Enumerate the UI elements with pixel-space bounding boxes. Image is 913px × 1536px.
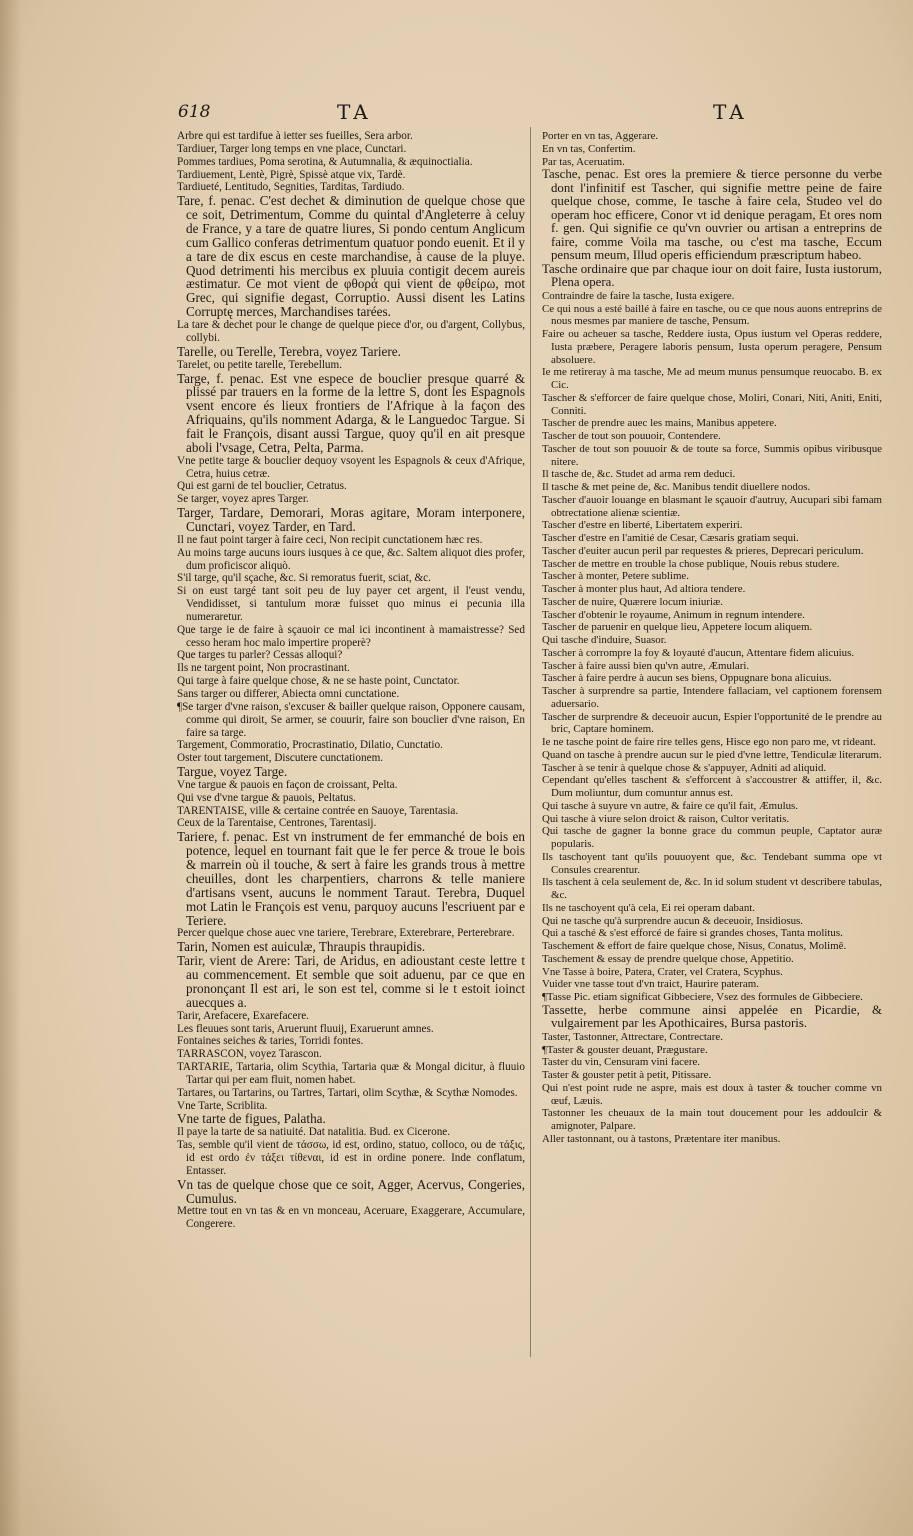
dictionary-entry: Tascher à faire aussi bien qu'vn autre, Æmulari. — [542, 659, 750, 672]
dictionary-entry: Tascher & s'efforcer de faire quelque chose, Moliri, Conari, Niti, Aniti, Eniti, Conniti. — [542, 391, 882, 417]
dictionary-entry: Tascher de surprendre & deceuoir aucun, Espier l'opportunité de le prendre au bric, Captare hominem. — [542, 710, 882, 736]
dictionary-entry: Si on eust targé tant soit peu de luy payer cet argent, il l'eust vendu, Vendidisset, si tantulum moræ fuisset quo minus ei pecunia illa numeraretur. — [177, 585, 525, 623]
dictionary-entry: Tarelet, ou petite tarelle, Terebellum. — [177, 358, 343, 371]
dictionary-entry: ¶Se targer d'vne raison, s'excuser & bailler quelque raison, Opponere causam, comme qui diroit, Se armer, se couurir, faire son bouclier d'vne raison, En faire sa targe. — [177, 700, 525, 739]
dictionary-entry: Targe, f. penac. Est vne espece de bouclier presque quarré & plissé par trauers en la forme de la lettre S, dont les Espagnols vsent encore és lieux frontiers de l'Afrique à la façon des Afriquains, qu'ils nomment Adarga, & le Languedoc Targue. Si fait le François, disant aussi Targue, quoy qu'il en ait presque aboli l'vsage, Cetra, Pelta, Parma. — [177, 370, 525, 455]
dictionary-entry: Porter en vn tas, Aggerare. — [542, 130, 659, 142]
dictionary-entry: Tarin, Nomen est auiculæ, Thraupis thraupidis. — [177, 939, 426, 955]
dictionary-entry: Tascher d'euiter aucun peril par requestes & prieres, Deprecari periculum. — [542, 544, 864, 557]
dictionary-entry: Tasche ordinaire que par chaque iour on doit faire, Iusta iustorum, Plena opera. — [542, 261, 882, 290]
dictionary-entry: Tascher d'estre en l'amitié de Cesar, Cæsaris gratiam sequi. — [542, 532, 799, 544]
dictionary-entry: Vne tarte de figues, Palatha. — [177, 1111, 326, 1127]
left-column — [177, 130, 525, 1231]
dictionary-entry: Tastonner les cheuaux de la main tout doucement pour les addoulcir & amignoter, Palpare. — [542, 1107, 882, 1132]
column-divider — [530, 127, 531, 1357]
dictionary-entry: Il tasche & met peine de, &c. Manibus tendit diuellere nodos. — [542, 481, 811, 493]
dictionary-entry: Targement, Commoratio, Procrastinatio, Dilatio, Cunctatio. — [177, 739, 443, 752]
dictionary-entry: Il tasche de, &c. Studet ad arma rem deduci. — [542, 468, 736, 481]
dictionary-entry: La tare & dechet pour le change de quelque piece d'or, ou d'argent, Collybus, collybi. — [177, 319, 525, 344]
dictionary-entry: Ils ne targent point, Non procrastinant. — [177, 662, 350, 675]
dictionary-entry: Se targer, voyez apres Targer. — [177, 493, 309, 506]
dictionary-entry: Targue, voyez Targe. — [177, 764, 288, 780]
dictionary-entry: ¶Taster & gouster deuant, Prægustare. — [542, 1043, 708, 1056]
dictionary-entry: Il ne faut point targer à faire ceci, Non recipit cunctationem hæc res. — [177, 533, 483, 546]
dictionary-entry: Que targe ie de faire à sçauoir ce mal ici incontinent à mamaistresse? Sed cesso heram hoc malo impertire properè? — [177, 623, 525, 649]
dictionary-entry: Taster & gouster petit à petit, Pitissare. — [542, 1069, 712, 1081]
dictionary-entry: Vuider vne tasse tout d'vn traict, Haurire pateram. — [542, 978, 759, 991]
right-column — [542, 130, 882, 1146]
dictionary-entry: Tardiuement, Lentè, Pigrè, Spissè atque vix, Tardè. — [177, 168, 406, 181]
dictionary-entry: Tascher à monter plus haut, Ad altiora tendere. — [542, 583, 746, 595]
dictionary-entry: Aller tastonnant, ou à tastons, Prætentare iter manibus. — [542, 1132, 781, 1145]
dictionary-entry: Qui tasche d'induire, Suasor. — [542, 634, 667, 646]
dictionary-entry: Tariere, f. penac. Est vn instrument de fer emmanché de bois en potence, lequel en tournant fait que le fer perce & troue le bois & marrein où il touche, & sert à faire les grands trous à mettre cheuilles, dont les charpentiers, charrons & telle maniere d'artisans vsent, aucuns le nomment Taraut. Terebra, Duquel mot Latin le François est venu, parquoy aucuns l'escriuent par e Teriere. — [177, 829, 525, 928]
dictionary-entry: Ceux de la Tarentaise, Centrones, Tarentasij. — [177, 817, 377, 830]
dictionary-entry: Tascher de mettre en trouble la chose publique, Nouis rebus studere. — [542, 557, 840, 570]
dictionary-entry: Tardiuer, Targer long temps en vne place, Cunctari. — [177, 142, 407, 155]
dictionary-entry: TARRASCON, voyez Tarascon. — [177, 1048, 322, 1061]
dictionary-entry: Tascher de nuire, Quærere locum iniuriæ. — [542, 595, 723, 608]
dictionary-entry: Ie ne tasche point de faire rire telles gens, Hisce ego non paro me, vt rideant. — [542, 736, 876, 748]
dictionary-entry: Tascher de tout son pouuoir & de toute sa force, Summis opibus viribusque nitere. — [542, 442, 882, 468]
dictionary-entry: Tarir, Arefacere, Exarefacere. — [177, 1009, 309, 1022]
dictionary-entry: S'il targe, qu'il sçache, &c. Si remoratus fuerit, sciat, &c. — [177, 572, 431, 585]
dictionary-entry: Qui targe à faire quelque chose, & ne se haste point, Cunctator. — [177, 675, 460, 688]
dictionary-entry: Il paye la tarte de sa natiuité. Dat natalitia. Bud. ex Cicerone. — [177, 1126, 451, 1139]
dictionary-entry: TARENTAISE, ville & certaine contrée en Sauoye, Tarentasia. — [177, 804, 459, 817]
dictionary-entry: Qui tasche à suyure vn autre, & faire ce qu'il fait, Æmulus. — [542, 799, 798, 812]
dictionary-entry: Oster tout targement, Discutere cunctationem. — [177, 752, 384, 765]
dictionary-entry: Contraindre de faire la tasche, Iusta exigere. — [542, 289, 735, 302]
dictionary-entry: Tartares, ou Tartarins, ou Tartres, Tartari, olim Scythæ, & Scythæ Nomodes. — [177, 1086, 518, 1099]
dictionary-entry: Tardiueté, Lentitudo, Segnities, Tarditas, Tardiudo. — [177, 181, 405, 194]
dictionary-entry: Ils ne taschoyent qu'à cela, Ei rei operam dabant. — [542, 901, 756, 914]
dictionary-entry: Tascher de tout son pouuoir, Contendere. — [542, 430, 721, 442]
dictionary-entry: Tascher d'auoir louange en blasmant le sçauoir d'autruy, Aucupari sibi famam obtrectatione alienæ scientiæ. — [542, 493, 882, 519]
dictionary-entry: ¶Tasse Pic. etiam significat Gibbeciere, Vsez des formules de Gibbeciere. — [542, 991, 863, 1003]
dictionary-entry: Les fleuues sont taris, Aruerunt fluuij, Exaruerunt amnes. — [177, 1022, 434, 1035]
dictionary-entry: Faire ou acheuer sa tasche, Reddere iusta, Opus iustum vel Operas reddere, Iusta præbere, Peragere laboris pensum, Iusta operum peragere, Pensum absoluere. — [542, 328, 882, 366]
dictionary-entry: Targer, Tardare, Demorari, Moras agitare, Moram interponere, Cunctari, voyez Tarder, en Tard. — [177, 505, 525, 534]
running-head-left: TA — [337, 100, 372, 124]
dictionary-entry: TARTARIE, Tartaria, olim Scythia, Tartaria quæ & Mongal dicitur, à fluuio Tartar qui per eam fluit, nomen habet. — [177, 1061, 525, 1086]
dictionary-entry: Qui ne tasche qu'à surprendre aucun & deceuoir, Insidiosus. — [542, 914, 804, 927]
dictionary-entry: Tascher d'estre en liberté, Libertatem experiri. — [542, 519, 743, 532]
dictionary-entry: Taschement & effort de faire quelque chose, Nisus, Conatus, Molimē. — [542, 940, 847, 952]
dictionary-entry: Pommes tardiues, Poma serotina, & Autumnalia, & æquinoctialia. — [177, 155, 473, 168]
dictionary-entry: Tascher à se tenir à quelque chose & s'appuyer, Adniti ad aliquid. — [542, 761, 827, 774]
running-head-right: TA — [713, 100, 748, 124]
dictionary-entry: Tascher à surprendre sa partie, Intendere fallaciam, vel captionem forensem aduersario. — [542, 685, 882, 710]
dictionary-entry: Qui n'est point rude ne aspre, mais est doux à taster & toucher comme vn œuf, Læuis. — [542, 1081, 882, 1107]
dictionary-entry: Mettre tout en vn tas & en vn monceau, Aceruare, Exaggerare, Accumulare, Congerere. — [177, 1205, 525, 1231]
dictionary-entry: Tascher d'obtenir le royaume, Animum in regnum intendere. — [542, 608, 805, 621]
dictionary-entry: Vn tas de quelque chose que ce soit, Agger, Acervus, Congeries, Cumulus. — [177, 1176, 525, 1206]
dictionary-entry: Tarelle, ou Terelle, Terebra, voyez Tariere. — [177, 343, 401, 359]
dictionary-entry: Quand on tasche à prendre aucun sur le pied d'vne lettre, Tendiculæ literarum. — [542, 748, 882, 761]
dictionary-entry: Que targes tu parler? Cessas alloqui? — [177, 649, 343, 662]
page-number: 618 — [178, 102, 211, 122]
dictionary-entry: Percer quelque chose auec vne tariere, Terebrare, Exterebrare, Perterebrare. — [177, 927, 515, 940]
dictionary-entry: Qui tasche de gagner la bonne grace du commun peuple, Captator auræ popularis. — [542, 825, 882, 850]
dictionary-entry: Ce qui nous a esté baillé à faire en tasche, ou ce que nous auons entreprins de nous mesmes par maniere de tasche, Pensum. — [542, 302, 882, 328]
dictionary-entry: Tarir, vient de Arere: Tari, de Aridus, en adioustant ceste lettre t au commencement. Et semble que soit aduenu, par ce que en prononçant Il est ari, le son est tel, comme si le t estoit ioinct auecques a. — [177, 953, 525, 1010]
dictionary-entry: Taster, Tastonner, Attrectare, Contrectare. — [542, 1030, 723, 1043]
dictionary-entry: Cependant qu'elles taschent & s'efforcent à s'accoustrer & attiffer, il, &c. Dum moliuntur, dum comuntur annus est. — [542, 774, 882, 799]
dictionary-entry: Sans targer ou differer, Abiecta omni cunctatione. — [177, 688, 400, 700]
dictionary-entry: Ils taschoyent tant qu'ils pouuoyent que, &c. Tendebant summa ope vt Consules crearentur. — [542, 850, 882, 876]
dictionary-entry: Qui tasche à viure selon droict & raison, Cultor veritatis. — [542, 812, 790, 825]
dictionary-entry: Ils taschent à cela seulement de, &c. In id solum student vt describere tabulas, &c. — [542, 876, 882, 901]
dictionary-entry: Tascher à faire perdre à aucun ses biens, Oppugnare bona alicuius. — [542, 672, 832, 685]
dictionary-entry: Taster du vin, Censuram vini facere. — [542, 1056, 701, 1069]
page-header — [0, 100, 913, 130]
dictionary-entry: Vne Tasse à boire, Patera, Crater, vel Cratera, Scyphus. — [542, 965, 783, 978]
dictionary-entry: Tascher de paruenir en quelque lieu, Appetere locum aliquem. — [542, 621, 813, 634]
dictionary-entry: Tascher à corrompre la foy & loyauté d'aucun, Attentare fidem alicuius. — [542, 646, 855, 659]
dictionary-entry: Tasche, penac. Est ores la premiere & tierce personne du verbe dont l'infinitif est Tascher, qui signifie mettre peine de faire quelque chose, comme, Ie tasche à faire cela, Studeo vel do operam hoc efficere, Conor vt id denique peragam, Et ores nom f. gen. Qui signifie ce qu'vn ouvrier ou artisan a entreprins de faire, comme Voila ma tasche, ou c'est ma tasche, Eccum pensum meum, Illud operis efficiendum præscriptum habeo. — [542, 167, 882, 263]
dictionary-entry: Tare, f. penac. C'est dechet & diminution de quelque chose que ce soit, Detrimentum, Comme du quintal d'Angleterre à celuy de France, y a tare de quatre liures, Si pondo centum Anglicum cum Gallico conferas detrimentum quatuor pondo euenit. Et il y a tare de dix escus en ceste marchandise, à cause de la pluye. Quod detrimenti his mercibus ex pluuia contigit decem aureis æstimatur. Ce mot vient de φθορά qui vient de φθείρω, mot Grec, qui signifie degast, Corruptio. Aussi disent les Latins Corruptę merces, Marchandises tarées. — [177, 193, 525, 320]
dictionary-entry: Vne targue & pauois en façon de croissant, Pelta. — [177, 778, 398, 791]
dictionary-entry: Fontaines seiches & taries, Torridi fontes. — [177, 1035, 364, 1048]
dictionary-entry: Taschement & essay de prendre quelque chose, Appetitio. — [542, 952, 794, 965]
dictionary-entry: Qui a tasché & s'est efforcé de faire si grandes choses, Tanta molitus. — [542, 927, 843, 940]
dictionary-entry: Ie me retireray à ma tasche, Me ad meum munus pensumque reuocabo. B. ex Cic. — [542, 366, 882, 391]
dictionary-entry: Tas, semble qu'il vient de τάσσω, id est, ordino, statuo, colloco, ou de τάξις, id est ordo ἐν τάξει τίθεναι, id est in ordine ponere. Inde conflatum, Entasser. — [177, 1139, 525, 1177]
dictionary-entry: Tascher de prendre auec les mains, Manibus appetere. — [542, 417, 777, 430]
dictionary-entry: Qui est garni de tel bouclier, Cetratus. — [177, 480, 347, 493]
dictionary-entry: Au moins targe aucuns iours iusques à ce que, &c. Saltem aliquot dies profer, dum proficiscor aliquò. — [177, 546, 525, 572]
dictionary-entry: Par tas, Aceruatim. — [542, 155, 625, 168]
dictionary-entry: Arbre qui est tardifue à ietter ses fueilles, Sera arbor. — [177, 130, 413, 142]
dictionary-entry: Qui vse d'vne targue & pauois, Peltatus. — [177, 791, 356, 804]
dictionary-entry: Vne petite targe & bouclier dequoy vsoyent les Espagnols & ceux d'Afrique, Cetra, huius cetræ. — [177, 454, 525, 480]
dictionary-entry: En vn tas, Confertim. — [542, 142, 636, 155]
dictionary-entry: Tassette, herbe commune ainsi appelée en Picardie, & vulgairement par les Apothicaires, Bursa pastoris. — [542, 1002, 882, 1031]
dictionary-entry: Vne Tarte, Scriblita. — [177, 1099, 268, 1112]
dictionary-entry: Tascher à monter, Petere sublime. — [542, 570, 689, 583]
